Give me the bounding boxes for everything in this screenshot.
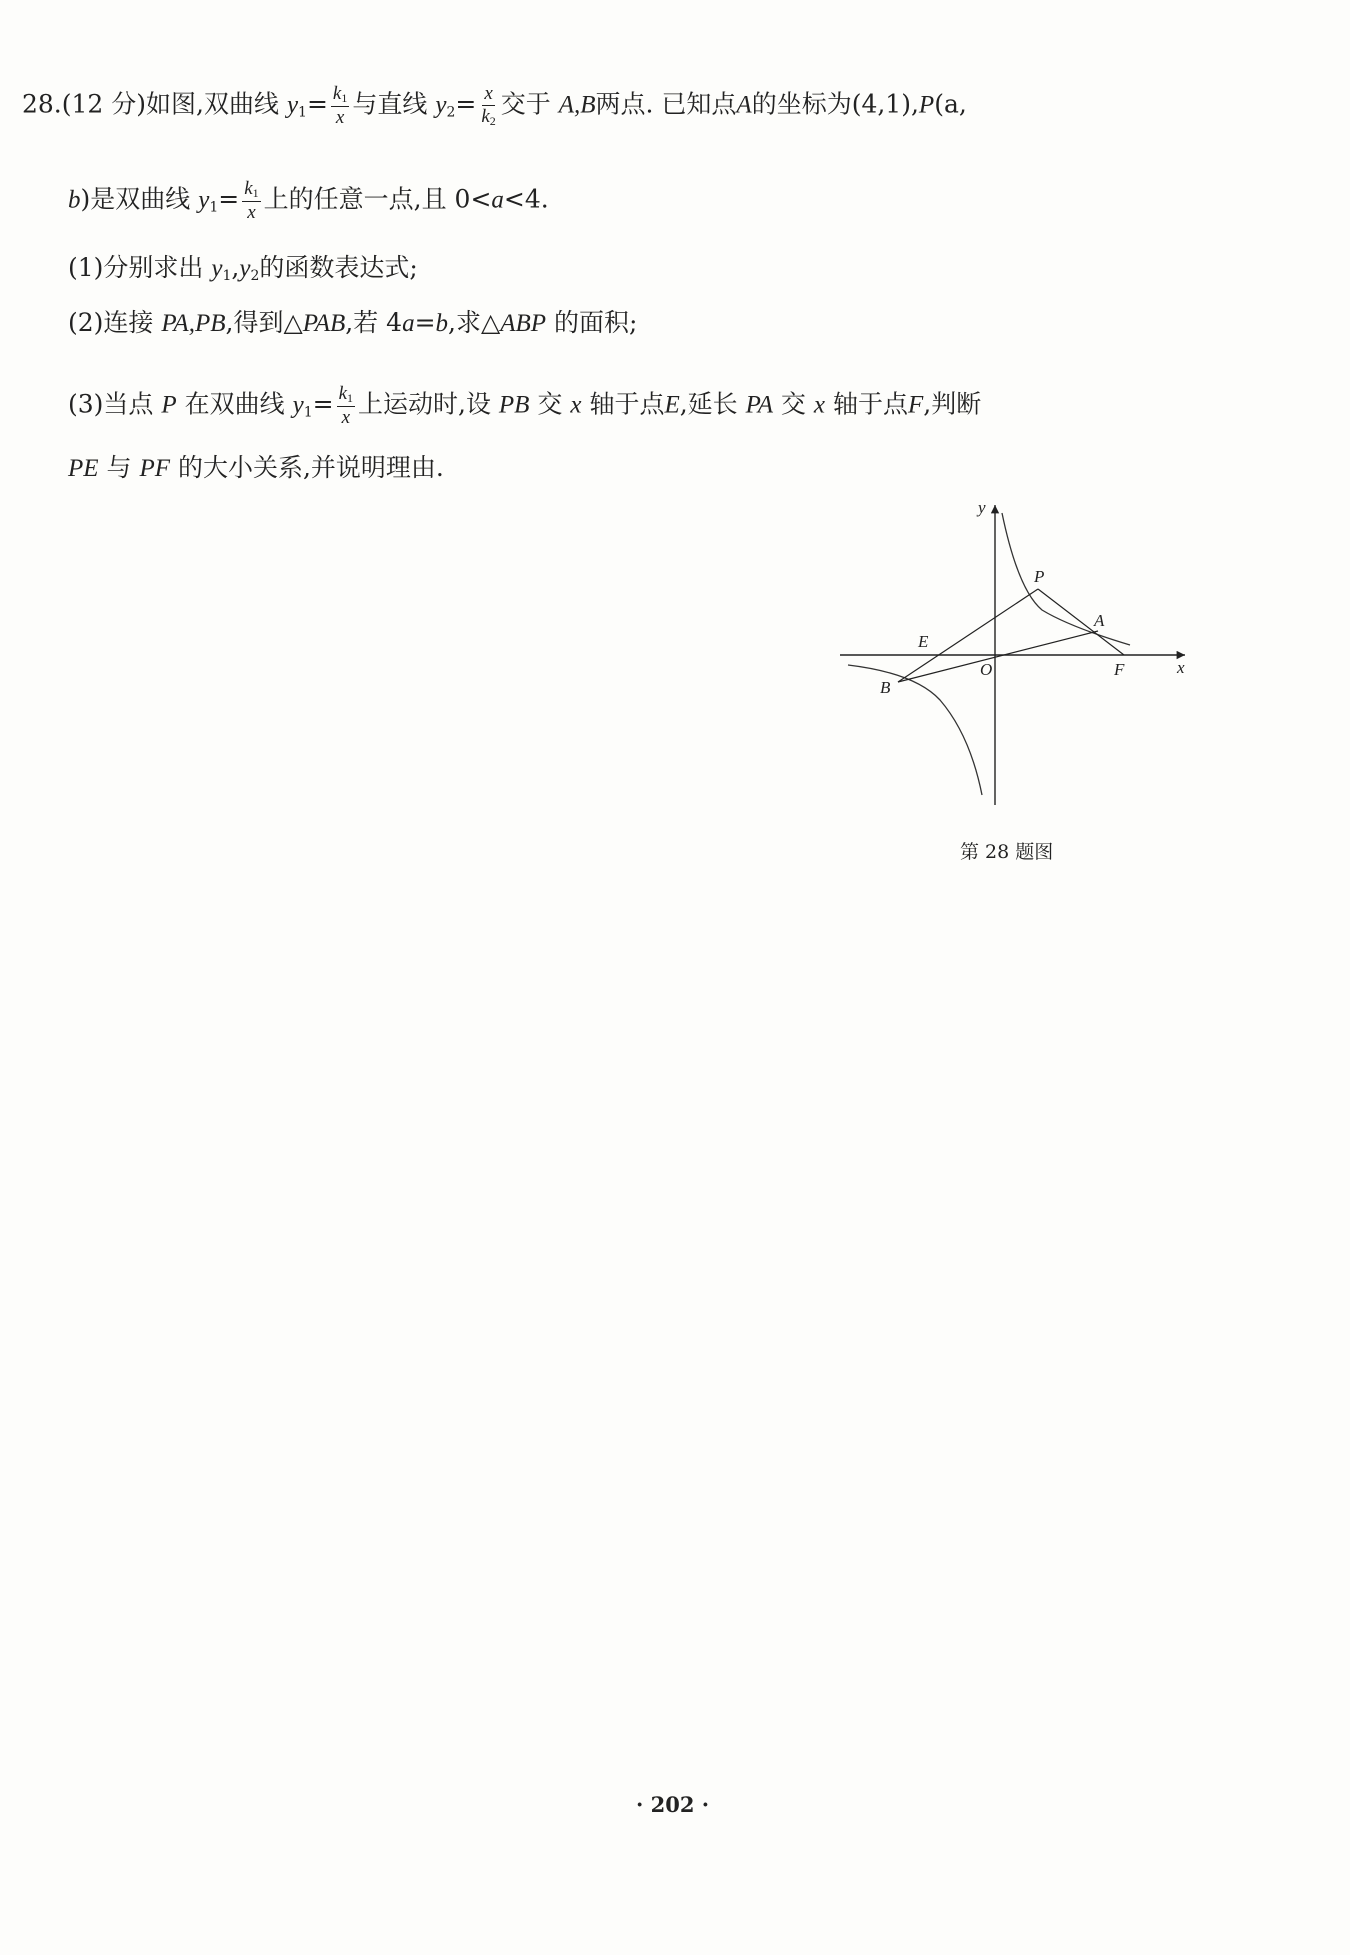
question-3-line-1: (3)当点 P 在双曲线 $y_1=$ $\frac{k_1}{x}$ 上运动时,设 PB 交 x 轴于点E,延长 PA 交 x 轴于点F,判断 — [68, 383, 982, 428]
label-O: O — [980, 660, 993, 679]
fraction-k1-over-x: $\frac{k_1}{x}$ — [332, 83, 348, 128]
question-1: (1)分别求出 $y_1,y_2$的函数表达式; — [68, 253, 418, 284]
label-y: y — [978, 498, 986, 517]
label-A: A — [1094, 611, 1105, 630]
problem-line-2: b)是双曲线 $y_1=$ $\frac{k_1}{x}$ 上的任意一点,且 0<a<4. — [68, 178, 549, 223]
hyperbola-branch-upper — [1002, 513, 1130, 645]
fraction-k1-over-x: $\frac{k_1}{x}$ — [338, 383, 353, 428]
segment-PF — [1038, 589, 1124, 655]
hyperbola-branch-lower — [848, 665, 982, 795]
label-B: B — [880, 678, 891, 697]
label-P: P — [1034, 567, 1045, 586]
figure-caption: 第 28 题图 — [960, 841, 1054, 863]
question-3-line-2: PE 与 PF 的大小关系,并说明理由. — [68, 453, 444, 482]
label-F: F — [1114, 660, 1125, 679]
fraction-k1-over-x: $\frac{k_1}{x}$ — [244, 178, 259, 223]
problem-line-1: 28.(12 分)如图,双曲线 $y_1=$ $\frac{k_1}{x}$ 与直线 $y_2=$ $\frac{x}{k_2}$ 交于 A,B两点. 已知点A的坐标为(4,1),P(a, — [22, 83, 967, 128]
hyperbola-figure — [830, 495, 1200, 815]
page-number: · 202 · — [636, 1792, 710, 1817]
question-2: (2)连接 PA,PB,得到△PAB,若 4a=b,求△ABP 的面积; — [68, 308, 638, 337]
label-x: x — [1177, 658, 1185, 677]
fraction-x-over-k2: $\frac{x}{k_2}$ — [481, 83, 496, 128]
label-E: E — [918, 632, 929, 651]
